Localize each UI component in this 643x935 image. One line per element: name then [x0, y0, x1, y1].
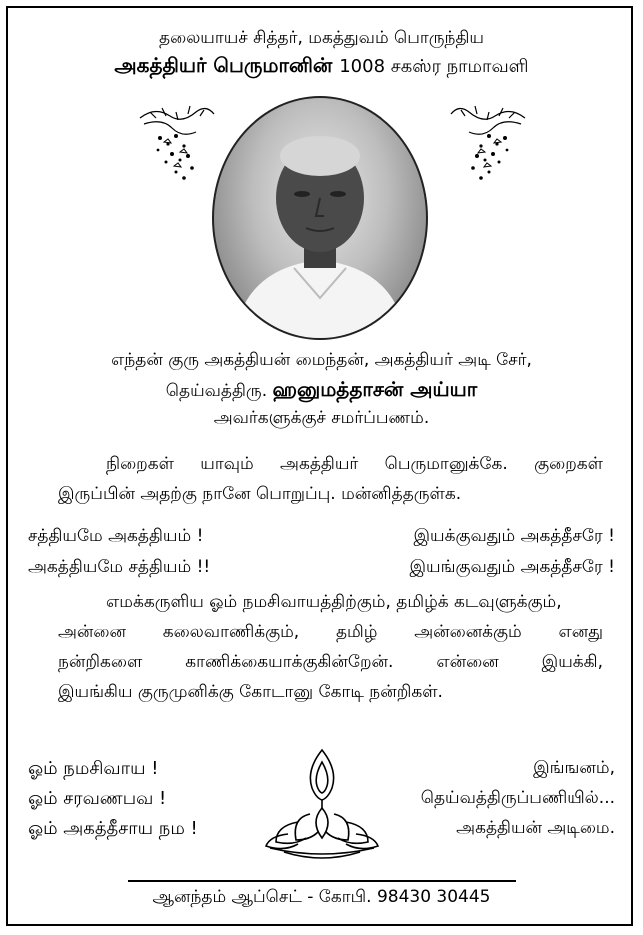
floral-ornament-icon — [440, 98, 535, 186]
dedication-name: ஹனுமத்தாசன் அய்யா — [272, 377, 478, 401]
paragraph-2 — [58, 587, 603, 707]
paragraph-1 — [58, 449, 603, 509]
paragraph-2-line-2: அன்னை கலைவாணிக்கும், தமிழ் அன்னைக்கும் எனது — [58, 622, 603, 642]
dedication-line-2 — [0, 377, 643, 404]
dedication-prefix: தெய்வத்திரு. — [165, 381, 268, 401]
paragraph-2-line-3: நன்றிகளை காணிக்கையாக்குகின்றேன். என்னை இயக்கி, — [58, 652, 603, 672]
footer-divider — [128, 880, 516, 882]
signature-line-3: அகத்தியன் அடிமை. — [456, 818, 615, 838]
mantra-2: ஓம் சரவணபவ ! — [28, 788, 167, 809]
paragraph-2-line-1: எமக்கருளிய ஓம் நமசிவாயத்திற்கும், தமிழ்க் கடவுளுக்கும், — [106, 592, 562, 612]
header-sahasranama: 1008 சகஸ்ர நாமாவளி — [339, 56, 529, 77]
mantra-3: ஓம் அகத்தீசாய நம ! — [28, 818, 198, 839]
oil-lamp-icon — [262, 748, 382, 863]
mantra-1: ஓம் நமசிவாய ! — [28, 758, 159, 779]
slogan-right-1: இயக்குவதும் அகத்தீசரே ! — [413, 526, 615, 546]
paragraph-2-line-4: இயங்கிய குருமுனிக்கு கோடானு கோடி நன்றிகள். — [58, 682, 443, 702]
portrait-photo — [212, 96, 428, 340]
floral-ornament-icon — [130, 98, 225, 186]
header-title: அகத்தியர் பெருமானின் — [114, 53, 333, 77]
signature-line-2: தெய்வத்திருப்பணியில்... — [420, 788, 615, 808]
signature-line-1: இங்ஙனம், — [533, 758, 615, 778]
header-line-2 — [0, 53, 643, 80]
slogan-right-2: இயங்குவதும் அகத்தீசரே ! — [409, 557, 615, 577]
paragraph-1-line-2: இருப்பின் அதற்கு நானே பொறுப்பு. மன்னித்தருள்க. — [58, 484, 462, 504]
footer-printer: ஆனந்தம் ஆப்செட் - கோபி. 98430 30445 — [152, 887, 491, 907]
slogan-left-2: அகத்தியமே சத்தியம் !! — [28, 557, 211, 577]
slogan-left-1: சத்தியமே அகத்தியம் ! — [28, 526, 204, 546]
dedication-line-3: அவர்களுக்குச் சமர்ப்பணம். — [213, 408, 430, 428]
dedication-line-1: எந்தன் குரு அகத்தியன் மைந்தன், அகத்தியர் அடி சேர், — [111, 350, 532, 370]
header-line-1: தலையாயச் சித்தர், மகத்துவம் பொருந்திய — [159, 28, 484, 48]
paragraph-1-line-1: நிறைகள் யாவும் அகத்தியர் பெருமானுக்கே. குறைகள் — [106, 454, 603, 474]
